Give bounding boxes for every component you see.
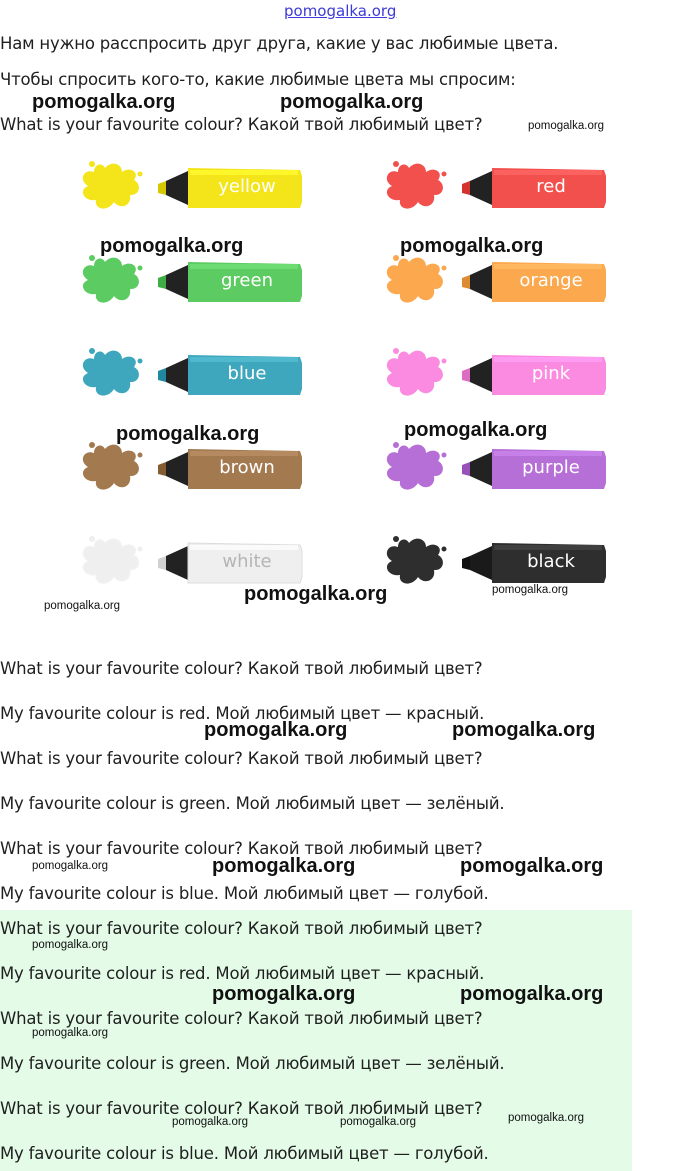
paint-splash-icon [387, 258, 443, 303]
marker-label: brown [219, 457, 275, 478]
marker-highlight [190, 357, 298, 362]
watermark: pomogalka.org [32, 91, 176, 113]
marker-label: yellow [218, 176, 276, 197]
paint-splash-icon [83, 445, 139, 490]
colour-swatch-blue [70, 337, 370, 417]
marker-highlight [190, 170, 298, 175]
paint-splash-icon [387, 445, 443, 490]
paint-splash-icon [387, 164, 443, 209]
paint-splash-icon [387, 351, 443, 396]
dialogue-line: What is your favourite colour? Какой твой любимый цвет? [0, 919, 483, 938]
watermark: pomogalka.org [32, 860, 109, 872]
marker-label: orange [519, 270, 583, 291]
marker-highlight [190, 545, 298, 550]
watermark: pomogalka.org [44, 600, 121, 612]
colour-swatch-red [374, 150, 674, 230]
dialogue-line: What is your favourite colour? Какой твой любимый цвет? [0, 1099, 483, 1118]
paint-drop [442, 266, 447, 271]
intro-line-1: Нам нужно расспросить друг друга, какие у вас любимые цвета. [0, 34, 559, 53]
paint-drop [442, 453, 447, 458]
paint-splash-icon [83, 539, 139, 584]
marker-highlight [494, 545, 602, 550]
marker-tip [158, 462, 166, 476]
watermark: pomogalka.org [528, 120, 605, 132]
marker-label: black [527, 551, 575, 572]
marker-label: white [222, 551, 272, 572]
intro-line-2: Чтобы спросить кого-то, какие любимые цвета мы спросим: [0, 70, 516, 89]
marker-tip [462, 181, 470, 195]
marker-tip [462, 556, 470, 570]
dialogue-line: What is your favourite colour? Какой твой любимый цвет? [0, 839, 483, 858]
colour-swatch-yellow [70, 150, 370, 230]
dialogue-line: My favourite colour is green. Мой любимый цвет — зелёный. [0, 794, 505, 813]
watermark: pomogalka.org [452, 719, 596, 741]
marker-collar [470, 171, 492, 205]
marker-tip [462, 275, 470, 289]
marker-collar [470, 265, 492, 299]
watermark: pomogalka.org [460, 855, 604, 877]
marker-highlight [190, 451, 298, 456]
watermark: pomogalka.org [460, 983, 604, 1005]
watermark: pomogalka.org [32, 939, 109, 951]
paint-drop [138, 547, 143, 552]
watermark: pomogalka.org [212, 855, 356, 877]
colour-swatch-pink [374, 337, 674, 417]
watermark: pomogalka.org [492, 584, 569, 596]
paint-drop [442, 547, 447, 552]
dialogue-line: My favourite colour is blue. Мой любимый цвет — голубой. [0, 1144, 489, 1163]
dialogue-line: My favourite colour is red. Мой любимый цвет — красный. [0, 964, 485, 983]
paint-drop [138, 453, 143, 458]
dialogue-line: What is your favourite colour? Какой твой любимый цвет? [0, 749, 483, 768]
paint-drop [442, 172, 447, 177]
paint-drop [393, 348, 399, 354]
dialogue-line: My favourite colour is green. Мой любимый цвет — зелёный. [0, 1054, 505, 1073]
marker-label: purple [522, 457, 580, 478]
marker-label: pink [531, 363, 571, 384]
watermark: pomogalka.org [212, 983, 356, 1005]
paint-drop [89, 442, 95, 448]
marker-collar [166, 358, 188, 392]
watermark: pomogalka.org [404, 419, 548, 441]
watermark: pomogalka.org [280, 91, 424, 113]
marker-tip [158, 181, 166, 195]
paint-drop [138, 172, 143, 177]
marker-tip [462, 462, 470, 476]
marker-highlight [494, 451, 602, 456]
site-link[interactable]: pomogalka.org [284, 2, 397, 20]
paint-drop [138, 266, 143, 271]
watermark: pomogalka.org [32, 1027, 109, 1039]
paint-splash-icon [83, 351, 139, 396]
intro-question: What is your favourite colour? Какой твой любимый цвет? [0, 115, 483, 134]
marker-label: green [221, 270, 273, 291]
marker-highlight [190, 264, 298, 269]
dialogue-line: What is your favourite colour? Какой твой любимый цвет? [0, 1009, 483, 1028]
marker-tip [158, 368, 166, 382]
marker-collar [470, 452, 492, 486]
dialogue-line: What is your favourite colour? Какой твой любимый цвет? [0, 659, 483, 678]
paint-drop [393, 536, 399, 542]
dialogue-line: My favourite colour is red. Мой любимый цвет — красный. [0, 704, 485, 723]
paint-drop [393, 442, 399, 448]
watermark: pomogalka.org [244, 583, 388, 605]
marker-highlight [494, 357, 602, 362]
paint-splash-icon [83, 164, 139, 209]
marker-highlight [494, 264, 602, 269]
dialogue-line: My favourite colour is blue. Мой любимый цвет — голубой. [0, 884, 489, 903]
marker-collar [166, 452, 188, 486]
marker-collar [166, 171, 188, 205]
marker-tip [158, 275, 166, 289]
paint-drop [393, 161, 399, 167]
marker-label: red [536, 176, 566, 197]
watermark: pomogalka.org [400, 235, 544, 257]
watermark: pomogalka.org [100, 235, 244, 257]
paint-drop [89, 161, 95, 167]
marker-collar [470, 546, 492, 580]
paint-drop [393, 255, 399, 261]
marker-collar [470, 358, 492, 392]
watermark: pomogalka.org [204, 719, 348, 741]
marker-collar [166, 546, 188, 580]
marker-label: blue [227, 363, 267, 384]
paint-drop [89, 255, 95, 261]
watermark: pomogalka.org [172, 1116, 249, 1128]
paint-splash-icon [387, 539, 443, 584]
watermark: pomogalka.org [116, 423, 260, 445]
watermark: pomogalka.org [340, 1116, 417, 1128]
watermark: pomogalka.org [508, 1112, 585, 1124]
paint-drop [89, 348, 95, 354]
paint-drop [442, 359, 447, 364]
marker-tip [462, 368, 470, 382]
marker-highlight [494, 170, 602, 175]
paint-splash-icon [83, 258, 139, 303]
paint-drop [89, 536, 95, 542]
marker-tip [158, 556, 166, 570]
marker-collar [166, 265, 188, 299]
paint-drop [138, 359, 143, 364]
colour-swatch-purple [374, 431, 674, 511]
